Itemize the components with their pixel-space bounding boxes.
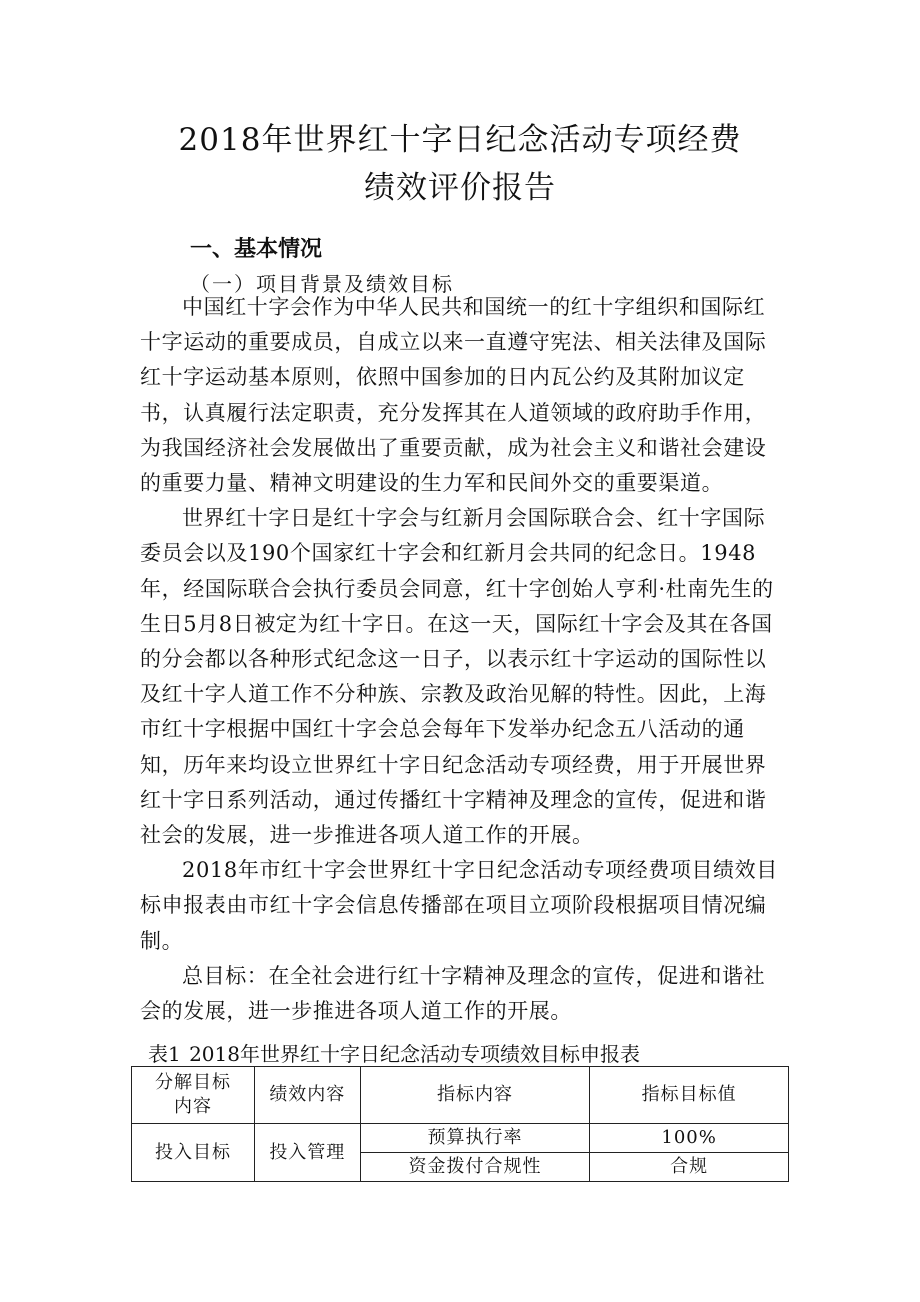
report-title-line-2: 绩效评价报告 (364, 170, 556, 206)
paragraph: 总目标：在全社会进行红十字精神及理念的宣传，促进和谐社会的发展，进一步推进各项人道工作的开展。 (140, 963, 766, 1024)
section-heading: 一、基本情况 (190, 237, 323, 262)
report-title-line-1: 2018年世界红十字日纪念活动专项经费 (178, 122, 742, 158)
target-cell: 100% (590, 1124, 789, 1153)
indicator-cell: 资金拨付合规性 (360, 1153, 590, 1182)
table-header-cell: 指标目标值 (590, 1067, 789, 1124)
subsection-heading: （一）项目背景及绩效目标 (190, 272, 454, 296)
paragraph: 2018年市红十字会世界红十字日纪念活动专项经费项目绩效目标申报表由市红十字会信息传播部在项目立项阶段根据项目情况编制。 (140, 858, 778, 953)
table-caption: 表1 2018年世界红十字日纪念活动专项绩效目标申报表 (148, 1042, 640, 1066)
table-row (132, 1124, 789, 1153)
paragraph: 世界红十字日是红十字会与红新月会国际联合会、红十字国际委员会以及190个国家红十字会和红新月会共同的纪念日。1948年，经国际联合会执行委员会同意，红十字创始人亨利·杜南先生的生日5月8日被定为红十字日。在这一天，国际红十字会及其在各国的分会都以各种形式纪念这一日子，以表示红十字运动的国际性以及红十字人道工作不分种族、宗教及政治见解的特性。因此，上海市红十字根据中国红十字会总会每年下发举办纪念五八活动的通知，历年来均设立世界红十字日纪念活动专项经费，用于开展世界红十字日系列活动，通过传播红十字精神及理念的宣传，促进和谐社会的发展，进一步推进各项人道工作的开展。 (140, 506, 774, 848)
indicator-cell: 预算执行率 (360, 1124, 590, 1153)
sub-group-cell: 投入管理 (254, 1124, 360, 1182)
table-header-cell: 指标内容 (360, 1067, 590, 1124)
table-header-cell: 分解目标内容 (132, 1067, 255, 1124)
table-header-cell: 绩效内容 (254, 1067, 360, 1124)
target-cell: 合规 (590, 1153, 789, 1182)
group-cell: 投入目标 (132, 1124, 255, 1182)
paragraph: 中国红十字会作为中华人民共和国统一的红十字组织和国际红十字运动的重要成员，自成立以来一直遵守宪法、相关法律及国际红十字运动基本原则，依照中国参加的日内瓦公约及其附加议定书，认真履行法定职责，充分发挥其在人道领域的政府助手作用，为我国经济社会发展做出了重要贡献，成为社会主义和谐社会建设的重要力量、精神文明建设的生力军和民间外交的重要渠道。 (140, 295, 767, 496)
table-header-row (132, 1067, 789, 1124)
report-body (140, 290, 782, 1029)
performance-target-table (131, 1066, 789, 1182)
